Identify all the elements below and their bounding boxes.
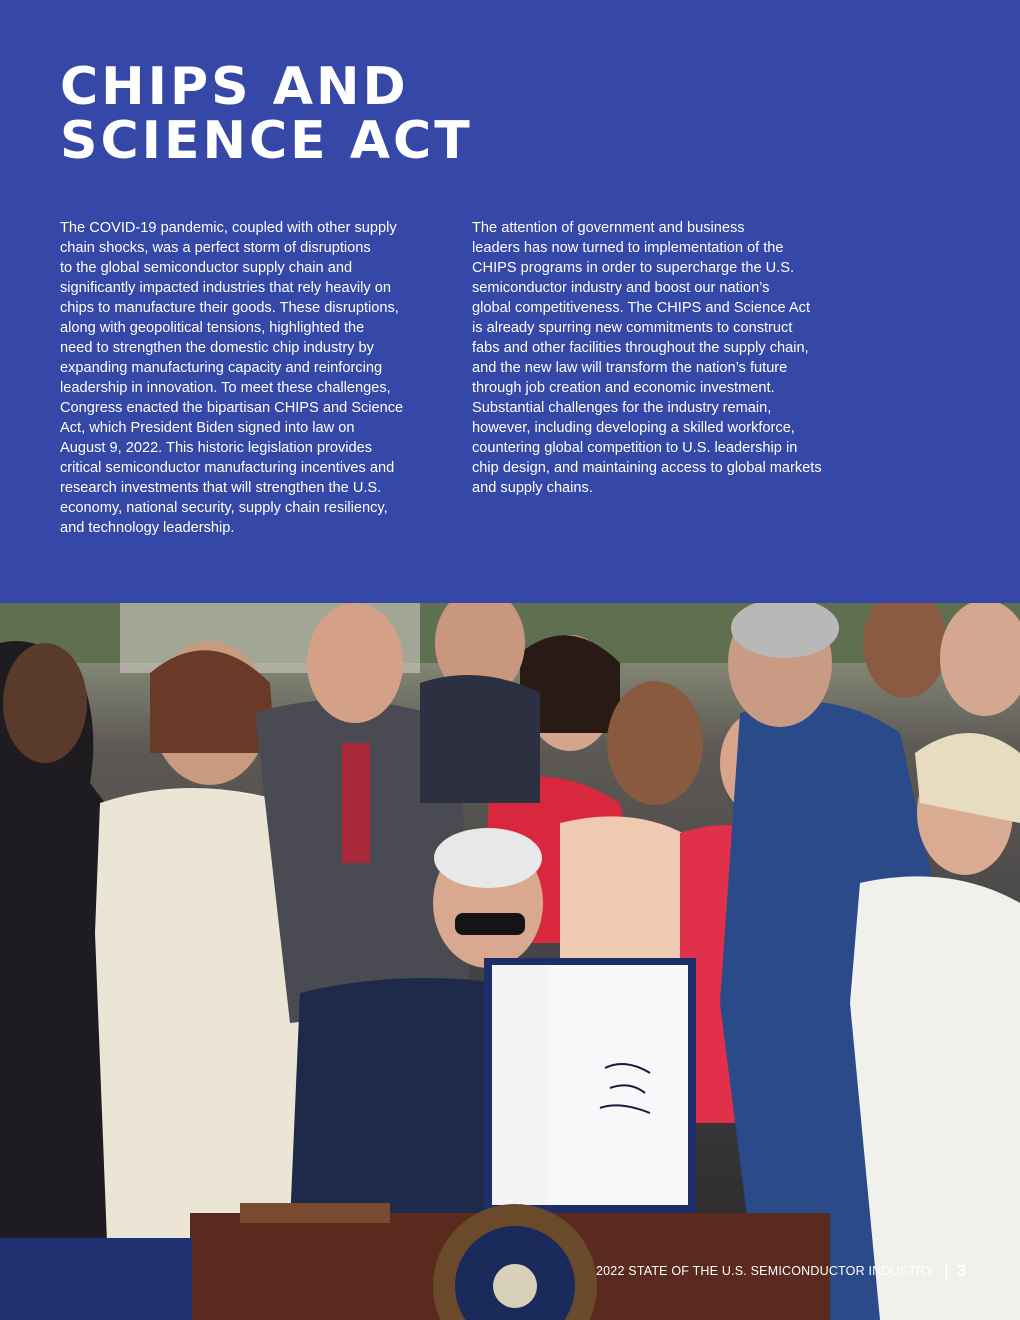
person-peach-head	[607, 681, 703, 805]
title-line-2: SCIENCE ACT	[60, 111, 473, 171]
body-text-right-column: The attention of government and business leaders has now turned to implementation of the CHIPS programs in order to supercharge the U.S. semiconductor industry and boost our nation’s global competitiveness. The CHIPS and Science Act is already spurring new commitments to construct fabs and other facilities throughout the supply chain, and the new law will transform the nation’s future through job creation and economic investment. Substantial challenges for the industry remain, however, including developing a skilled workforce, countering global competition to U.S. leadership in chip design, and maintaining access to global markets and supply chains.	[472, 220, 822, 496]
person-far-right-head	[863, 603, 947, 698]
body-text-left-column: The COVID-19 pandemic, coupled with other supply chain shocks, was a perfect storm of disruptions to the global semiconductor supply chain and significantly impacted industries that rely heavily on chips to manufacture their goods. These disruptions, along with geopolitical tensions, highlighted the need to strengthen the domestic chip industry by expanding manufacturing capacity and reinforcing leadership in innovation. To meet these challenges, Congress enacted the bipartisan CHIPS and Science Act, which President Biden signed into law on August 9, 2022. This historic legislation provides critical semiconductor manufacturing incentives and research investments that will strengthen the U.S. economy, national security, supply chain resiliency, and technology leadership.	[60, 220, 404, 536]
title-line-1: CHIPS AND	[60, 57, 409, 117]
person-white-top	[850, 876, 1020, 1320]
pen-box	[240, 1203, 390, 1223]
photo-illustration	[0, 603, 1020, 1320]
person-edge-head	[940, 603, 1020, 716]
blue-box	[0, 1238, 192, 1320]
seal-eagle	[493, 1264, 537, 1308]
footer-divider	[946, 1261, 947, 1281]
president-hair	[434, 828, 542, 888]
page-number: 3	[956, 1261, 967, 1280]
hero-section	[0, 0, 1020, 603]
page-title	[60, 57, 620, 171]
red-tie	[342, 743, 370, 863]
person-back-suit	[420, 675, 540, 803]
publication-title: 2022 STATE OF THE U.S. SEMICONDUCTOR INDUSTRY	[596, 1264, 934, 1278]
person-left-head	[3, 643, 87, 763]
sunglasses	[455, 913, 525, 935]
page-footer	[596, 1262, 966, 1280]
bill-signing-photo	[0, 603, 1020, 1320]
document-left-page	[492, 965, 550, 1205]
person-grey-suit-head	[307, 603, 403, 723]
